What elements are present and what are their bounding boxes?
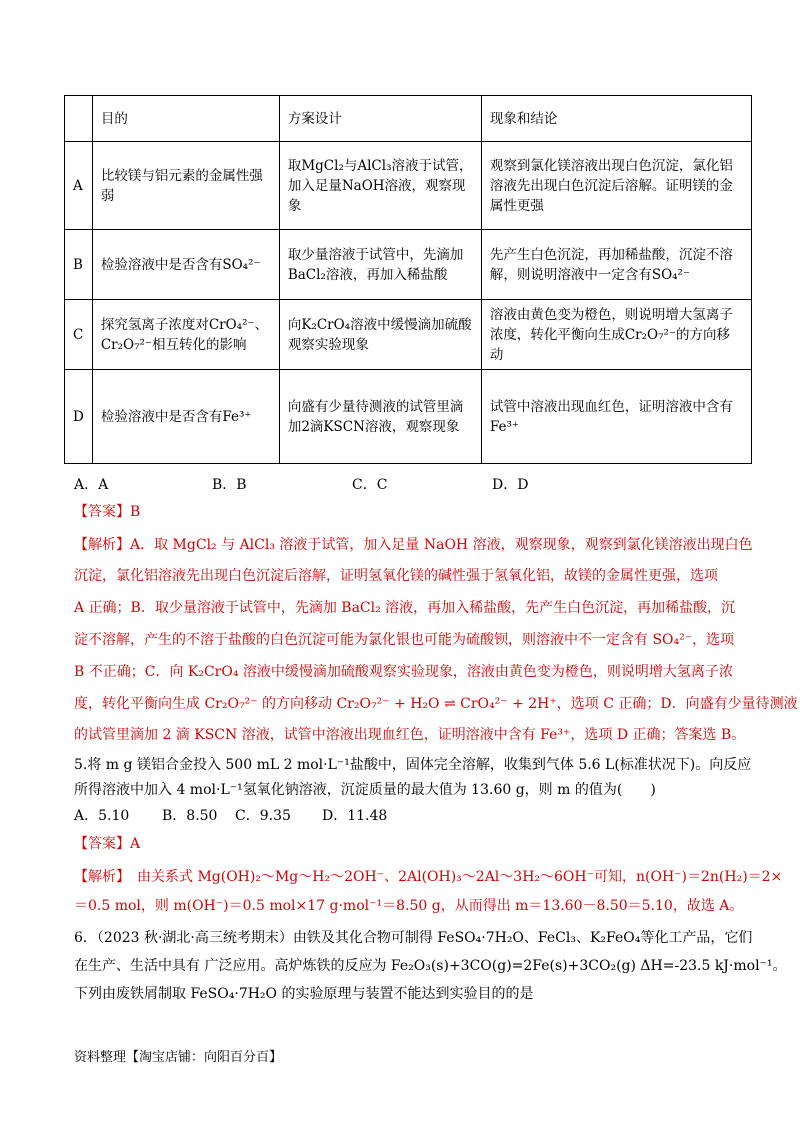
option-a: A．A xyxy=(74,477,109,493)
q4-answer: 【答案】B xyxy=(74,504,141,520)
row-result: 观察到氯化镁溶液出现白色沉淀，氯化铝溶液先出现白色沉淀后溶解。证明镁的金属性更强 xyxy=(481,142,751,230)
q5-answer: 【答案】A xyxy=(74,836,141,852)
q5-option-c: C．9.35 xyxy=(235,808,291,824)
row-result: 试管中溶液出现血红色，证明溶液中含有Fe³⁺ xyxy=(481,370,751,464)
header-result: 现象和结论 xyxy=(481,96,751,142)
q4-analysis-line: 度，转化平衡向生成 Cr₂O₇²⁻ 的方向移动 Cr₂O₇²⁻ + H₂O ⇌ CrO₄²⁻ + 2H⁺，选项 C 正确；D．向盛有少量待测液 xyxy=(74,696,798,712)
row-label: A xyxy=(65,142,93,230)
q6-stem-line: 在生产、生活中具有 广泛应用。高炉炼铁的反应为 Fe₂O₃(s)+3CO(g)=2Fe(s)+3CO₂(g) ΔH=-23.5 kJ·mol⁻¹。 xyxy=(74,958,787,974)
row-aim: 比较镁与铝元素的金属性强弱 xyxy=(92,142,279,230)
table-row xyxy=(65,230,752,300)
row-aim: 探究氢离子浓度对CrO₄²⁻、Cr₂O₇²⁻相互转化的影响 xyxy=(92,300,279,370)
table-row xyxy=(65,142,752,230)
page-footer: 资料整理【淘宝店铺：向阳百分百】 xyxy=(74,1050,283,1065)
row-design: 取少量溶液于试管中，先滴加BaCl₂溶液，再加入稀盐酸 xyxy=(279,230,481,300)
option-c: C．C xyxy=(352,477,388,493)
row-label: C xyxy=(65,300,93,370)
q4-analysis-line: A 正确；B．取少量溶液于试管中，先滴加 BaCl₂ 溶液，再加入稀盐酸，先产生白色沉淀，再加稀盐酸，沉 xyxy=(74,600,736,616)
row-design: 取MgCl₂与AlCl₃溶液于试管，加入足量NaOH溶液，观察现象 xyxy=(279,142,481,230)
table-row xyxy=(65,300,752,370)
q5-option-b: B．8.50 xyxy=(162,808,218,824)
row-result: 先产生白色沉淀，再加稀盐酸，沉淀不溶解，则说明溶液中一定含有SO₄²⁻ xyxy=(481,230,751,300)
row-result: 溶液由黄色变为橙色，则说明增大氢离子浓度，转化平衡向生成Cr₂O₇²⁻的方向移动 xyxy=(481,300,751,370)
q5-stem-line: 所得溶液中加入 4 mol·L⁻¹氢氧化钠溶液，沉淀质量的最大值为 13.60 g，则 m 的值为( ) xyxy=(74,782,656,798)
q5-analysis-line: 【解析】 由关系式 Mg(OH)₂～Mg～H₂～2OH⁻、2Al(OH)₃～2Al～3H₂～6OH⁻可知，n(OH⁻)＝2n(H₂)＝2× xyxy=(74,869,783,885)
table-header-row xyxy=(65,96,752,142)
q5-stem-line: 5.将 m g 镁铝合金投入 500 mL 2 mol·L⁻¹盐酸中，固体完全溶解，收集到气体 5.6 L(标准状况下)。向反应 xyxy=(74,757,752,773)
option-b: B．B xyxy=(212,477,247,493)
row-design: 向K₂CrO₄溶液中缓慢滴加硫酸观察实验现象 xyxy=(279,300,481,370)
q5-option-d: D．11.48 xyxy=(322,808,388,824)
row-aim: 检验溶液中是否含有Fe³⁺ xyxy=(92,370,279,464)
q4-analysis-line: 的试管里滴加 2 滴 KSCN 溶液，试管中溶液出现血红色，证明溶液中含有 Fe³⁺，选项 D 正确；答案选 B。 xyxy=(74,727,746,743)
row-aim: 检验溶液中是否含有SO₄²⁻ xyxy=(92,230,279,300)
row-design: 向盛有少量待测液的试管里滴加2滴KSCN溶液，观察现象 xyxy=(279,370,481,464)
option-d: D．D xyxy=(492,477,529,493)
table-row xyxy=(65,370,752,464)
header-aim: 目的 xyxy=(92,96,279,142)
header-design: 方案设计 xyxy=(279,96,481,142)
q5-option-a: A．5.10 xyxy=(74,808,130,824)
row-label: D xyxy=(65,370,93,464)
header-empty-cell xyxy=(65,96,93,142)
q4-analysis-line: 【解析】A．取 MgCl₂ 与 AlCl₃ 溶液于试管，加入足量 NaOH 溶液，观察现象，观察到氯化镁溶液出现白色 xyxy=(74,537,753,553)
q4-analysis-line: 淀不溶解，产生的不溶于盐酸的白色沉淀可能为氯化银也可能为硫酸钡，则溶液中不一定含有 SO₄²⁻，选项 xyxy=(74,632,735,648)
q4-analysis-line: 沉淀，氯化铝溶液先出现白色沉淀后溶解，证明氢氧化镁的碱性强于氢氧化铝，故镁的金属性更强，选项 xyxy=(74,568,718,584)
q6-stem-line: 6．（2023 秋·湖北·高三统考期末）由铁及其化合物可制得 FeSO₄·7H₂O、FeCl₃、K₂FeO₄等化工产品，它们 xyxy=(74,930,753,946)
q6-stem-line: 下列由废铁屑制取 FeSO₄·7H₂O 的实验原理与装置不能达到实验目的的是 xyxy=(74,986,534,1002)
q5-analysis-line: ＝0.5 mol，则 m(OH⁻)＝0.5 mol×17 g·mol⁻¹＝8.50 g，从而得出 m＝13.60－8.50＝5.10，故选 A。 xyxy=(74,898,744,914)
q4-analysis-line: B 不正确；C．向 K₂CrO₄ 溶液中缓慢滴加硫酸观察实验现象，溶液由黄色变为橙色，则说明增大氢离子浓 xyxy=(74,664,733,680)
row-label: B xyxy=(65,230,93,300)
experiment-table xyxy=(64,95,752,464)
